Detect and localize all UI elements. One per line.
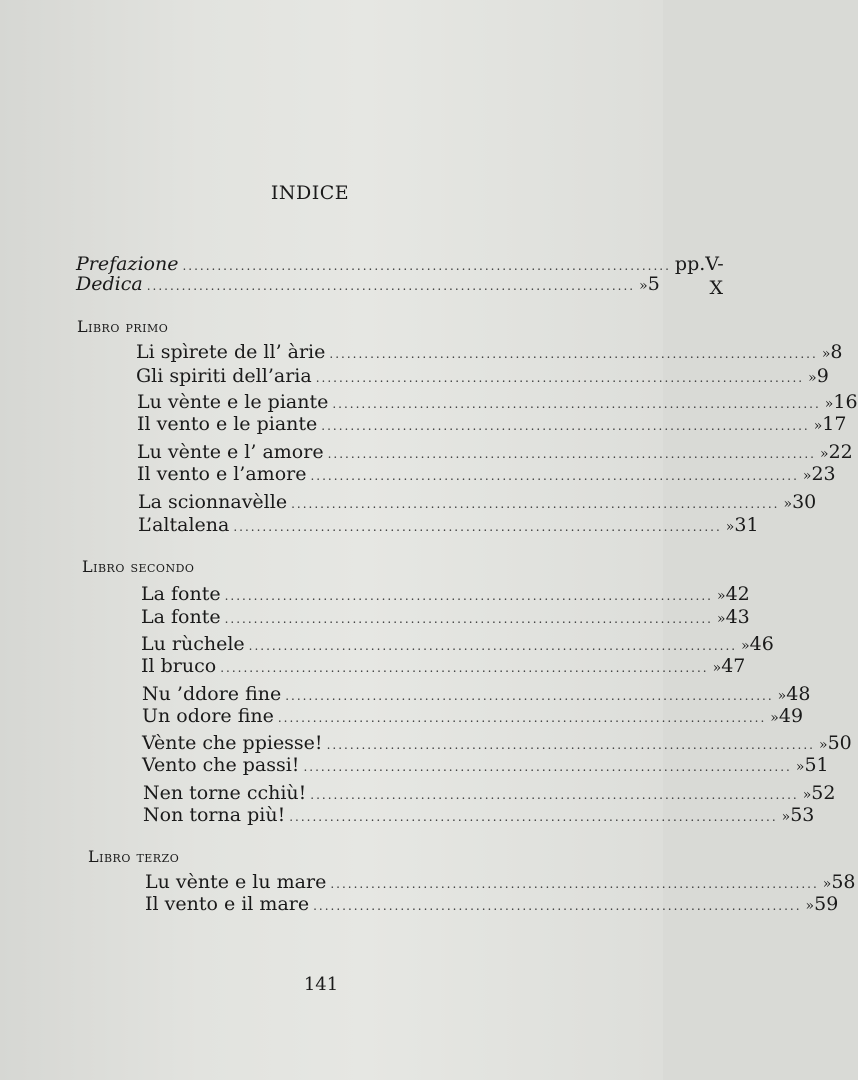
dot-leader: .................................................................................... (233, 520, 722, 534)
toc-entry (138, 513, 759, 537)
dot-leader: .................................................................................... (291, 497, 780, 511)
toc-entry (137, 440, 853, 464)
dot-leader: .................................................................................... (332, 397, 821, 411)
toc-entry (141, 632, 774, 656)
dot-leader: .................................................................................... (329, 347, 818, 361)
ditto-mark: » (741, 638, 750, 654)
dot-leader: .................................................................................... (224, 612, 713, 626)
dot-leader: .................................................................................... (289, 810, 778, 824)
toc-entry (142, 704, 804, 728)
entry-page: 42 (725, 583, 750, 605)
entry-page: 5 (647, 273, 660, 295)
entry-title: La fonte (141, 606, 221, 628)
ditto-mark: » (777, 688, 787, 704)
entry-title: Il vento e il mare (145, 893, 310, 915)
entry-page: 31 (734, 514, 759, 536)
ditto-mark: » (795, 759, 805, 775)
ditto-mark: » (813, 418, 823, 434)
page-number: 141 (303, 974, 339, 995)
entry-page: 50 (827, 732, 852, 754)
entry-page: 47 (721, 655, 746, 677)
ditto-mark: » (822, 876, 832, 892)
entry-title: Lu vènte e lu mare (145, 871, 327, 893)
entry-title: La fonte (141, 583, 221, 605)
entry-title: La scionnavèlle (138, 491, 288, 513)
ditto-mark: » (819, 737, 828, 753)
ditto-mark: » (802, 468, 812, 484)
entry-title: Il vento e l’amore (137, 463, 307, 485)
dot-leader: .................................................................................... (326, 738, 815, 752)
entry-title: Vènte che ppiesse! (142, 732, 323, 754)
entry-page: 49 (778, 705, 804, 727)
toc-entry (136, 364, 829, 388)
dot-leader: .................................................................................... (310, 469, 799, 483)
ditto-mark: » (808, 370, 817, 386)
entry-page: 46 (749, 633, 774, 655)
ditto-mark: » (821, 346, 831, 362)
toc-entry (137, 462, 836, 486)
dot-leader: .................................................................................... (277, 711, 767, 725)
ditto-mark: » (712, 660, 722, 676)
dot-leader: .................................................................................... (303, 760, 792, 774)
entry-title: Li spìrete de ll’ àrie (136, 341, 326, 363)
toc-entry (137, 412, 847, 436)
toc-entry (142, 731, 852, 755)
toc-entry (145, 870, 856, 894)
dot-leader: .................................................................................... (327, 447, 816, 461)
entry-title: Gli spiriti dell’aria (136, 365, 312, 387)
section-heading: Libro secondo (82, 557, 195, 576)
entry-page: 59 (814, 893, 839, 915)
entry-title: Un odore fine (142, 705, 274, 727)
entry-title: Non torna più! (143, 804, 286, 826)
toc-entry (145, 892, 839, 916)
dot-leader: .................................................................................... (313, 899, 802, 913)
toc-entry (142, 753, 829, 777)
ditto-mark: » (820, 446, 829, 462)
dot-leader: .................................................................................... (248, 639, 738, 653)
ditto-mark: » (717, 611, 726, 627)
ditto-mark: » (824, 396, 834, 412)
entry-title: Lu vènte e l’ amore (137, 441, 324, 463)
entry-title: Il bruco (141, 655, 217, 677)
ditto-mark: » (717, 588, 726, 604)
entry-page: 58 (831, 871, 856, 893)
dot-leader: .................................................................................... (220, 661, 709, 675)
entry-page: 17 (822, 413, 847, 435)
dot-leader: .................................................................................... (146, 279, 636, 293)
toc-entry (141, 582, 750, 606)
toc-entry (143, 781, 836, 805)
ditto-mark: » (639, 278, 648, 294)
ditto-mark: » (802, 787, 812, 803)
entry-page: 8 (830, 341, 843, 363)
toc-entry (138, 490, 817, 514)
dot-leader: .................................................................................... (315, 371, 805, 385)
dot-leader: .................................................................................... (330, 877, 819, 891)
entry-page: pp.V-X (674, 253, 724, 299)
ditto-mark: » (725, 519, 735, 535)
entry-page: 16 (833, 391, 858, 413)
entry-page: 53 (790, 804, 815, 826)
entry-title: L’altalena (138, 514, 230, 536)
entry-page: 9 (816, 365, 829, 387)
entry-page: 51 (804, 754, 829, 776)
toc-entry (141, 654, 746, 678)
ditto-mark: » (770, 710, 779, 726)
entry-page: 52 (811, 782, 836, 804)
toc-entry (136, 340, 843, 364)
toc-entry (141, 605, 750, 629)
dot-leader: .................................................................................... (285, 689, 774, 703)
toc-entry (142, 682, 811, 706)
entry-title: Lu rùchele (141, 633, 245, 655)
toc-entry-dedica (76, 272, 660, 296)
entry-title: Nu ’ddore fine (142, 683, 282, 705)
ditto-mark: » (805, 898, 815, 914)
section-heading: Libro terzo (88, 847, 180, 866)
entry-page: 22 (828, 441, 853, 463)
page-title: INDICE (270, 182, 350, 204)
entry-title: Prefazione (76, 253, 179, 275)
ditto-mark: » (781, 809, 791, 825)
entry-page: 48 (786, 683, 811, 705)
entry-title: Lu vènte e le piante (137, 391, 329, 413)
entry-page: 30 (792, 491, 817, 513)
entry-page: 43 (725, 606, 750, 628)
toc-entry (137, 390, 858, 414)
ditto-mark: » (783, 496, 793, 512)
entry-title: Nen torne cchiù! (143, 782, 307, 804)
dot-leader: .................................................................................... (310, 788, 799, 802)
section-heading: Libro primo (77, 317, 169, 336)
dot-leader: .................................................................................... (224, 589, 713, 603)
entry-title: Il vento e le piante (137, 413, 318, 435)
toc-entry (143, 803, 815, 827)
dot-leader: .................................................................................... (321, 419, 810, 433)
dot-leader: .................................................................................... (182, 259, 671, 273)
entry-page: 23 (811, 463, 836, 485)
entry-title: Dedica (76, 273, 143, 295)
entry-title: Vento che passi! (142, 754, 300, 776)
